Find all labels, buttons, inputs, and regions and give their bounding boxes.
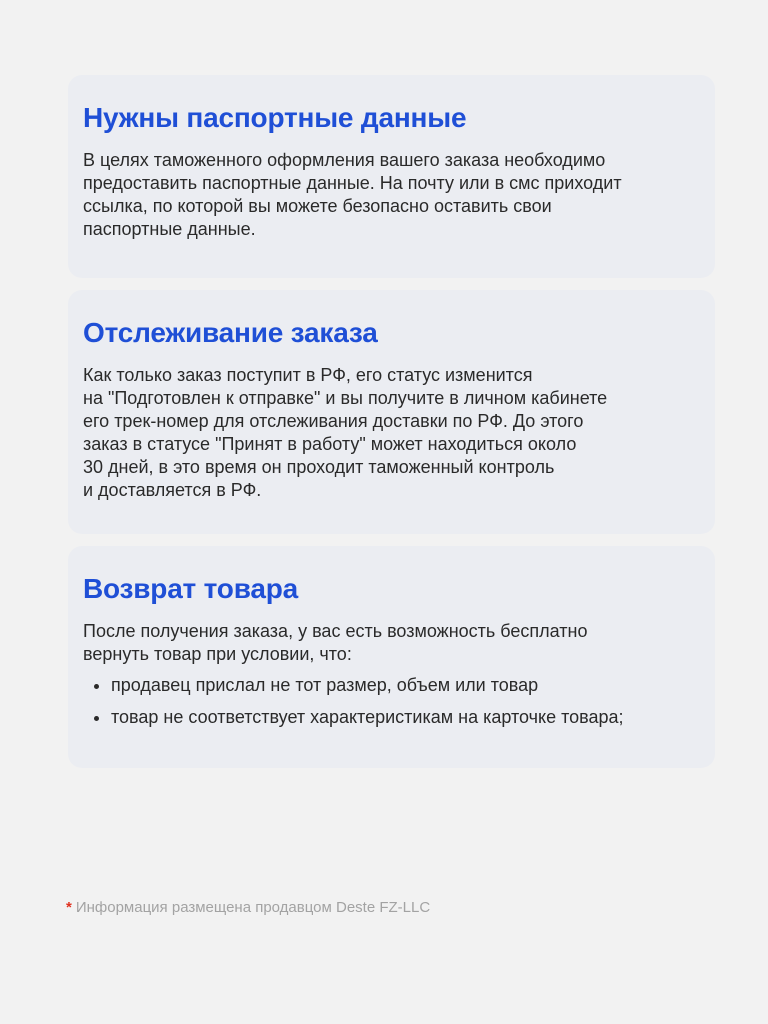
- text-line: вернуть товар при условии, что:: [83, 644, 352, 664]
- text-line: заказ в статусе "Принят в работу" может находиться около: [83, 434, 577, 454]
- return-conditions-list: [83, 674, 701, 729]
- order-tracking-card: [68, 290, 715, 534]
- asterisk-icon: *: [66, 899, 72, 916]
- text-line: паспортные данные.: [83, 219, 256, 239]
- text-line: В целях таможенного оформления вашего заказа необходимо: [83, 150, 606, 170]
- text-line: 30 дней, в это время он проходит таможенный контроль: [83, 457, 555, 477]
- list-item-text: продавец прислал не тот размер, объем или товар: [111, 675, 539, 695]
- bullet-dot-icon: [94, 716, 99, 721]
- product-return-card: [68, 546, 715, 768]
- text-line: на "Подготовлен к отправке" и вы получите в личном кабинете: [83, 388, 608, 408]
- text-line: предоставить паспортные данные. На почту или в смс приходит: [83, 173, 622, 193]
- text-line: Как только заказ поступит в РФ, его статус изменится: [83, 365, 533, 385]
- tracking-card-text: [83, 364, 701, 502]
- list-item: [83, 706, 701, 729]
- text-line: его трек-номер для отслеживания доставки по РФ. До этого: [83, 411, 584, 431]
- text-line: ссылка, по которой вы можете безопасно оставить свои: [83, 196, 552, 216]
- bullet-dot-icon: [94, 684, 99, 689]
- text-line: После получения заказа, у вас есть возможность бесплатно: [83, 621, 588, 641]
- tracking-card-title: Отслеживание заказа: [83, 317, 378, 348]
- seller-footnote: [66, 899, 430, 917]
- return-card-title: Возврат товара: [83, 573, 298, 604]
- list-item-text: товар не соответствует характеристикам на карточке товара;: [111, 707, 624, 727]
- footnote-text: Информация размещена продавцом Deste FZ-LLC: [75, 899, 431, 916]
- text-line: и доставляется в РФ.: [83, 480, 262, 500]
- passport-card-text: [83, 149, 701, 241]
- passport-info-card: [68, 75, 715, 278]
- passport-card-title: Нужны паспортные данные: [83, 102, 467, 133]
- return-card-text: [83, 620, 701, 666]
- list-item: [83, 674, 701, 697]
